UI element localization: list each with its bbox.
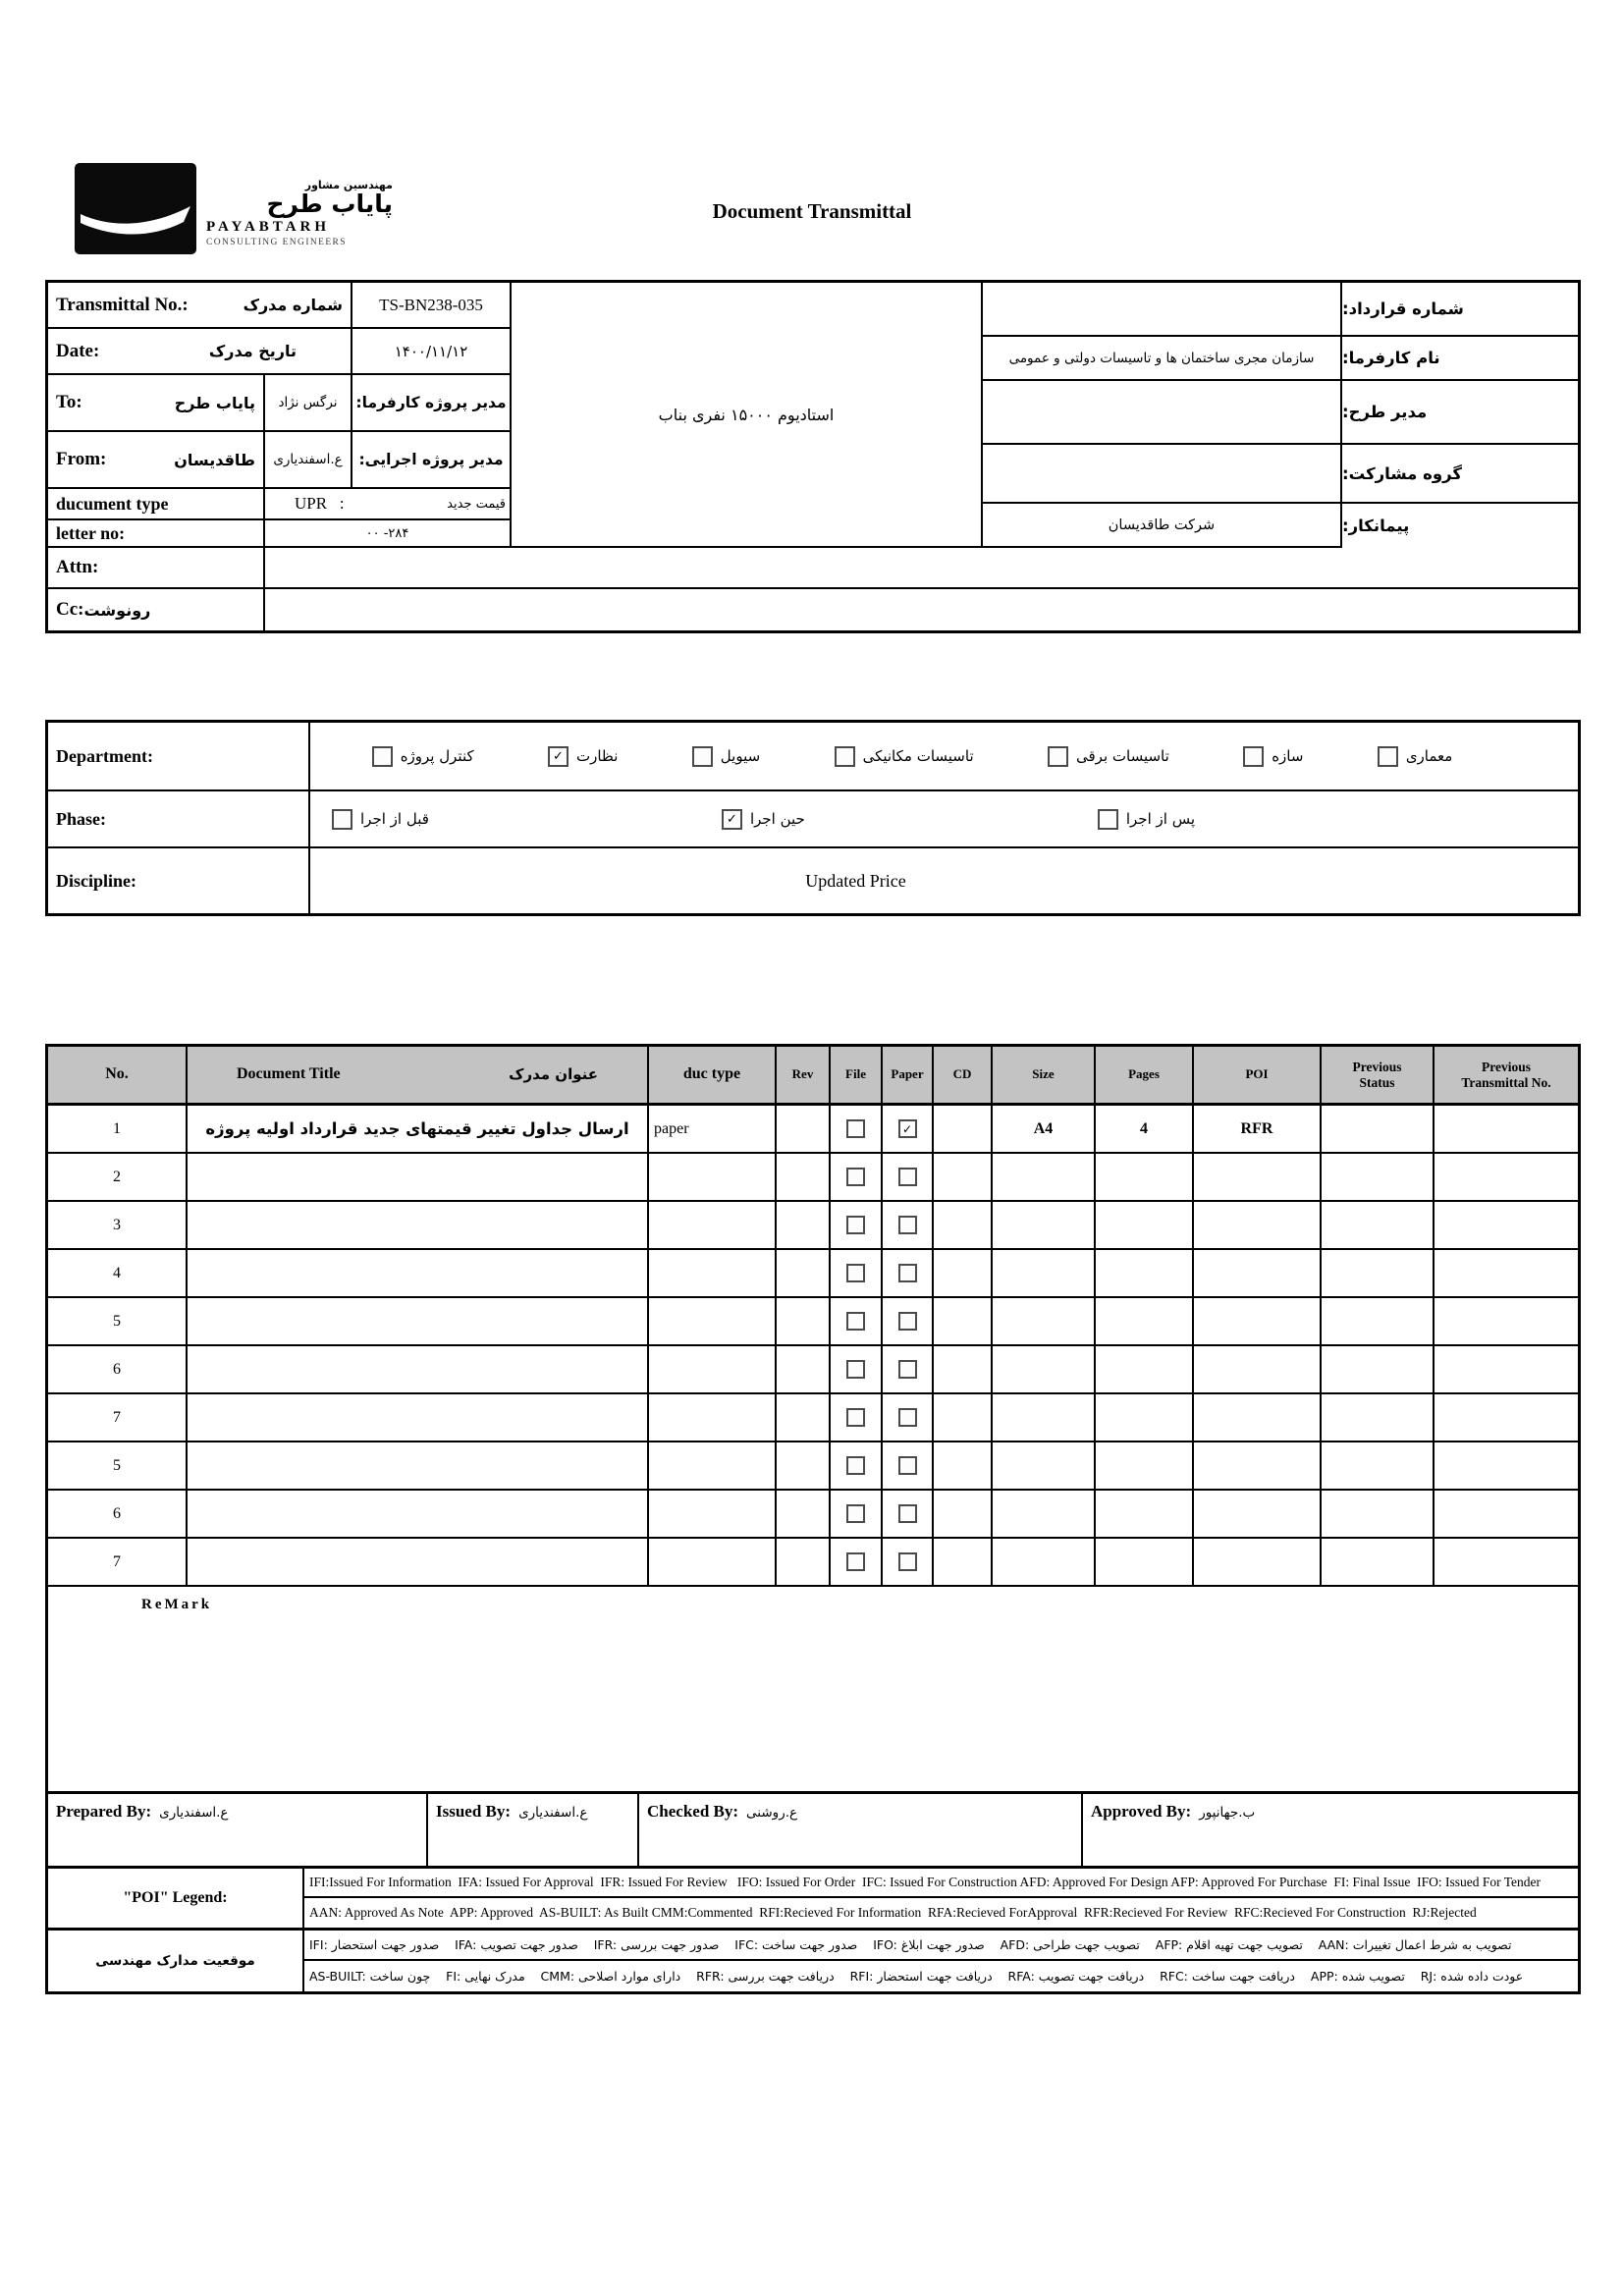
row-prev-status: [1322, 1250, 1435, 1296]
issued-by-value: ع.اسفندیاری: [518, 1805, 588, 1821]
row-poi: [1194, 1442, 1322, 1489]
date-value: ۱۴۰۰/۱۱/۱۲: [394, 342, 468, 360]
col-no: No.: [48, 1047, 188, 1103]
phase-option-during-execution: ✓ حین اجرا: [722, 809, 805, 830]
issued-by-label: Issued By:: [436, 1802, 512, 1821]
checked-by-label: Checked By:: [647, 1802, 739, 1821]
row-prev-transmittal: [1435, 1539, 1578, 1585]
col-title: Document Title عنوان مدرک: [188, 1047, 649, 1103]
col-prev-transmittal: Previous Transmittal No.: [1461, 1059, 1551, 1090]
row-no: 2: [48, 1154, 188, 1200]
row-size: [993, 1154, 1096, 1200]
row-pages: [1096, 1298, 1194, 1344]
row-no: 6: [48, 1346, 188, 1392]
paper-checkbox[interactable]: [898, 1312, 917, 1331]
document-table: [45, 1044, 1581, 1994]
row-prev-status: [1322, 1154, 1435, 1200]
row-rev: [777, 1394, 831, 1441]
row-size: [993, 1346, 1096, 1392]
col-duc-type: duc type: [649, 1047, 777, 1103]
row-title: [188, 1491, 649, 1537]
row-prev-status: [1322, 1442, 1435, 1489]
row-title: [188, 1250, 649, 1296]
transmittal-no-label-fa: شماره مدرک: [243, 296, 343, 314]
row-prev-transmittal: [1435, 1346, 1578, 1392]
cc-label: Cc:: [56, 599, 84, 620]
row-duc-type: [649, 1394, 777, 1441]
row-duc-type: [649, 1250, 777, 1296]
row-pages: [1096, 1442, 1194, 1489]
poi-legend-label: "POI" Legend:: [48, 1869, 304, 1928]
row-poi: [1194, 1250, 1322, 1296]
from-value: طاقدیسان: [174, 450, 255, 469]
file-checkbox[interactable]: [846, 1552, 865, 1571]
discipline-value: Updated Price: [805, 870, 906, 891]
row-poi: [1194, 1202, 1322, 1248]
architecture-checkbox[interactable]: [1378, 746, 1398, 767]
structure-checkbox[interactable]: [1243, 746, 1264, 767]
issued-by-cell: [428, 1794, 639, 1866]
row-pages: [1096, 1346, 1194, 1392]
approved-by-label: Approved By:: [1091, 1802, 1192, 1821]
row-prev-status: [1322, 1394, 1435, 1441]
department-option-civil: سیویل: [692, 746, 760, 767]
supervision-checkbox[interactable]: ✓: [548, 746, 568, 767]
row-title: [188, 1394, 649, 1441]
row-prev-status: [1322, 1202, 1435, 1248]
row-title: [188, 1539, 649, 1585]
col-paper: Paper: [883, 1047, 934, 1103]
approved-by-value: ب.جهانپور: [1199, 1805, 1256, 1821]
table-row: [48, 1298, 1578, 1346]
project-control-checkbox[interactable]: [372, 746, 393, 767]
row-cd: [934, 1106, 993, 1152]
remark-label: ReMark: [141, 1597, 213, 1612]
row-cd: [934, 1346, 993, 1392]
letter-no-label: letter no:: [56, 522, 126, 543]
row-rev: [777, 1298, 831, 1344]
doc-type-fa: قیمت جدید: [447, 496, 506, 512]
row-prev-transmittal: [1435, 1491, 1578, 1537]
row-duc-type: [649, 1539, 777, 1585]
row-pages: 4: [1096, 1106, 1194, 1152]
row-prev-transmittal: [1435, 1106, 1578, 1152]
jv-group-label: گروه مشارکت:: [1342, 463, 1462, 483]
row-pages: [1096, 1154, 1194, 1200]
row-cd: [934, 1298, 993, 1344]
from-person: ع.اسفندیاری: [273, 452, 343, 467]
row-duc-type: [649, 1442, 777, 1489]
after-execution-checkbox[interactable]: [1098, 809, 1118, 830]
row-rev: [777, 1539, 831, 1585]
file-checkbox[interactable]: [846, 1119, 865, 1138]
row-pages: [1096, 1394, 1194, 1441]
to-person: نرگس نژاد: [278, 395, 338, 410]
before-execution-checkbox[interactable]: [332, 809, 352, 830]
row-size: A4: [993, 1106, 1096, 1152]
row-prev-transmittal: [1435, 1298, 1578, 1344]
paper-checkbox[interactable]: [898, 1264, 917, 1282]
client-pm-label: مدیر پروژه کارفرما:: [355, 394, 507, 411]
logo-brand-fa: پایاب طرح: [266, 190, 393, 218]
file-checkbox[interactable]: [846, 1408, 865, 1427]
file-checkbox[interactable]: [846, 1360, 865, 1379]
col-pages: Pages: [1096, 1047, 1194, 1103]
department-option-supervision: ✓ نظارت: [548, 746, 618, 767]
mechanical-checkbox[interactable]: [835, 746, 855, 767]
row-prev-status: [1322, 1106, 1435, 1152]
col-rev: Rev: [777, 1047, 831, 1103]
client-label: نام کارفرما:: [1342, 349, 1440, 367]
row-no: 1: [48, 1106, 188, 1152]
file-checkbox[interactable]: [846, 1216, 865, 1234]
row-no: 6: [48, 1491, 188, 1537]
paper-checkbox[interactable]: [898, 1504, 917, 1523]
phase-options: [310, 791, 1578, 846]
department-option-structure: سازه: [1243, 746, 1303, 767]
file-checkbox[interactable]: [846, 1504, 865, 1523]
row-prev-transmittal: [1435, 1394, 1578, 1441]
row-title: [188, 1346, 649, 1392]
row-cd: [934, 1491, 993, 1537]
checked-by-cell: [639, 1794, 1083, 1866]
date-label-fa: تاریخ مدرک: [208, 342, 297, 360]
phase-option-before-execution: قبل از اجرا: [332, 809, 429, 830]
attn-label: Attn:: [56, 557, 99, 577]
col-poi: POI: [1194, 1047, 1322, 1103]
row-no: 4: [48, 1250, 188, 1296]
fa-legend-line2: AS-BUILT: چون ساخت FI: مدرک نهایی CMM: دارای موارد اصلاحی RFR: دریافت جهت بررسی RFI: دریافت جهت استحضار RFA: دریافت جهت تصویب RFC: دریافت جهت ساخت APP: تصویب شده RJ: عودت داده شده: [309, 1969, 1524, 1984]
row-rev: [777, 1491, 831, 1537]
fa-legend-label: موقعیت مدارک مهندسی: [48, 1931, 304, 1991]
col-size: Size: [993, 1047, 1096, 1103]
row-duc-type: [649, 1298, 777, 1344]
row-title: [188, 1202, 649, 1248]
row-size: [993, 1202, 1096, 1248]
row-prev-transmittal: [1435, 1250, 1578, 1296]
department-option-project-control: کنترل پروژه: [372, 746, 474, 767]
row-rev: [777, 1202, 831, 1248]
paper-checkbox[interactable]: [898, 1216, 917, 1234]
row-poi: RFR: [1194, 1106, 1322, 1152]
row-cd: [934, 1154, 993, 1200]
row-cd: [934, 1202, 993, 1248]
row-title: [188, 1442, 649, 1489]
row-prev-status: [1322, 1491, 1435, 1537]
info-table: [45, 280, 1581, 633]
row-cd: [934, 1250, 993, 1296]
row-pages: [1096, 1250, 1194, 1296]
poi-legend-line1: IFI:Issued For Information IFA: Issued For Approval IFR: Issued For Review IFO: Issued For Order IFC: Issued For Construction AFD: Approved For Design AFP: Approved For Purchase FI: Final Issue IFO: Issued For Tender: [304, 1869, 1578, 1898]
table-row: [48, 1106, 1578, 1154]
file-checkbox[interactable]: [846, 1264, 865, 1282]
row-poi: [1194, 1491, 1322, 1537]
row-duc-type: [649, 1202, 777, 1248]
contract-no-label: شماره قرارداد:: [1342, 299, 1464, 318]
client-value: سازمان مجری ساختمان ها و تاسیسات دولتی و عمومی: [1008, 350, 1315, 366]
approved-by-cell: [1083, 1794, 1578, 1866]
doc-type-code: UPR :: [295, 494, 345, 513]
from-label: From:: [56, 449, 107, 469]
department-option-electrical: تاسیسات برقی: [1048, 746, 1169, 767]
project-name: استادیوم ۱۵۰۰۰ نفری بناب: [658, 405, 835, 424]
row-prev-status: [1322, 1298, 1435, 1344]
row-poi: [1194, 1298, 1322, 1344]
paper-checkbox[interactable]: [898, 1456, 917, 1475]
row-cd: [934, 1442, 993, 1489]
logo-brand-subtitle: CONSULTING ENGINEERS: [206, 238, 347, 248]
paper-checkbox[interactable]: [898, 1168, 917, 1186]
letter-no-value: ۰۰ -۲۸۴: [365, 525, 409, 541]
classification-table: [45, 720, 1581, 916]
row-pages: [1096, 1539, 1194, 1585]
row-size: [993, 1491, 1096, 1537]
paper-checkbox[interactable]: ✓: [898, 1119, 917, 1138]
phase-option-after-execution: پس از اجرا: [1098, 809, 1195, 830]
row-poi: [1194, 1539, 1322, 1585]
row-size: [993, 1442, 1096, 1489]
department-option-mechanical: تاسیسات مکانیکی: [835, 746, 974, 767]
row-prev-transmittal: [1435, 1154, 1578, 1200]
row-size: [993, 1539, 1096, 1585]
row-poi: [1194, 1154, 1322, 1200]
row-size: [993, 1250, 1096, 1296]
exec-pm-label: مدیر پروژه اجرایی:: [358, 451, 504, 468]
contractor-label: پیمانکار:: [1342, 517, 1410, 535]
row-prev-status: [1322, 1346, 1435, 1392]
row-no: 7: [48, 1394, 188, 1441]
table-row: [48, 1202, 1578, 1250]
poi-legend-fa: [48, 1931, 1578, 1991]
table-row: [48, 1491, 1578, 1539]
paper-checkbox[interactable]: [898, 1408, 917, 1427]
paper-checkbox[interactable]: [898, 1360, 917, 1379]
department-label: Department:: [56, 745, 153, 766]
col-prev-status: Previous Status: [1322, 1047, 1435, 1103]
paper-checkbox[interactable]: [898, 1552, 917, 1571]
discipline-label: Discipline:: [56, 870, 137, 891]
logo-brand-en: PAYABTARH: [206, 219, 331, 236]
department-options: [310, 723, 1578, 789]
row-rev: [777, 1106, 831, 1152]
row-pages: [1096, 1202, 1194, 1248]
doc-type-label: ducument type: [56, 493, 169, 514]
doc-table-body: [48, 1106, 1578, 1587]
signature-row: [48, 1794, 1578, 1869]
row-duc-type: [649, 1346, 777, 1392]
to-value: پایاب طرح: [174, 393, 255, 412]
row-title: [188, 1154, 649, 1200]
checked-by-value: ع.روشنی: [746, 1805, 798, 1821]
transmittal-no-label: Transmittal No.:: [56, 294, 189, 315]
table-row: [48, 1539, 1578, 1587]
file-checkbox[interactable]: [846, 1168, 865, 1186]
poi-legend-line2: AAN: Approved As Note APP: Approved AS-BUILT: As Built CMM:Commented RFI:Recieved For Information RFA:Recieved ForApproval RFR:Recieved For Review RFC:Recieved For Construction RJ:Rejected: [309, 1905, 1477, 1920]
row-size: [993, 1394, 1096, 1441]
file-checkbox[interactable]: [846, 1312, 865, 1331]
row-pages: [1096, 1491, 1194, 1537]
civil-checkbox[interactable]: [692, 746, 713, 767]
row-no: 5: [48, 1298, 188, 1344]
col-cd: CD: [934, 1047, 993, 1103]
table-row: [48, 1250, 1578, 1298]
table-row: [48, 1154, 1578, 1202]
to-label: To:: [56, 392, 82, 412]
row-poi: [1194, 1346, 1322, 1392]
row-rev: [777, 1250, 831, 1296]
remark-section: [48, 1587, 1578, 1794]
col-file: File: [831, 1047, 883, 1103]
table-row: [48, 1346, 1578, 1394]
table-row: [48, 1394, 1578, 1442]
cc-label-fa: رونوشت: [83, 600, 151, 620]
row-rev: [777, 1154, 831, 1200]
row-title: [188, 1298, 649, 1344]
prepared-by-label: Prepared By:: [56, 1802, 152, 1821]
row-prev-transmittal: [1435, 1442, 1578, 1489]
page-title: Document Transmittal: [712, 199, 912, 223]
row-duc-type: [649, 1154, 777, 1200]
row-rev: [777, 1346, 831, 1392]
phase-label: Phase:: [56, 808, 106, 829]
row-duc-type: [649, 1491, 777, 1537]
row-cd: [934, 1394, 993, 1441]
department-option-architecture: معماری: [1378, 746, 1453, 767]
row-cd: [934, 1539, 993, 1585]
row-no: 5: [48, 1442, 188, 1489]
row-prev-transmittal: [1435, 1202, 1578, 1248]
fa-legend-line1: IFI: صدور جهت استحضار IFA: صدور جهت تصویب IFR: صدور جهت بررسی IFC: صدور جهت ساخت IFO: صدور جهت ابلاغ AFD: تصویب جهت طراحی AFP: تصویب جهت تهیه اقلام AAN: تصویب به شرط اعمال تغییرات: [304, 1931, 1578, 1961]
plan-manager-label: مدیر طرح:: [1342, 403, 1428, 421]
prepared-by-value: ع.اسفندیاری: [159, 1805, 229, 1821]
transmittal-no-value: TS-BN238-035: [379, 295, 483, 314]
row-rev: [777, 1442, 831, 1489]
row-duc-type: paper: [649, 1106, 777, 1152]
file-checkbox[interactable]: [846, 1456, 865, 1475]
document-table-header: [48, 1047, 1578, 1106]
row-title: ارسال جداول تغییر قیمتهای جدید قرارداد اولیه پروژه: [188, 1106, 649, 1152]
row-no: 7: [48, 1539, 188, 1585]
electrical-checkbox[interactable]: [1048, 746, 1068, 767]
row-prev-status: [1322, 1539, 1435, 1585]
date-label: Date:: [56, 340, 100, 361]
contractor-value: شرکت طاقدیسان: [1108, 517, 1216, 533]
logo-brand-fa-small: مهندسین مشاور: [304, 179, 393, 191]
table-row: [48, 1442, 1578, 1491]
row-size: [993, 1298, 1096, 1344]
poi-legend-en: [48, 1869, 1578, 1931]
row-poi: [1194, 1394, 1322, 1441]
row-no: 3: [48, 1202, 188, 1248]
during-execution-checkbox[interactable]: ✓: [722, 809, 742, 830]
prepared-by-cell: [48, 1794, 428, 1866]
